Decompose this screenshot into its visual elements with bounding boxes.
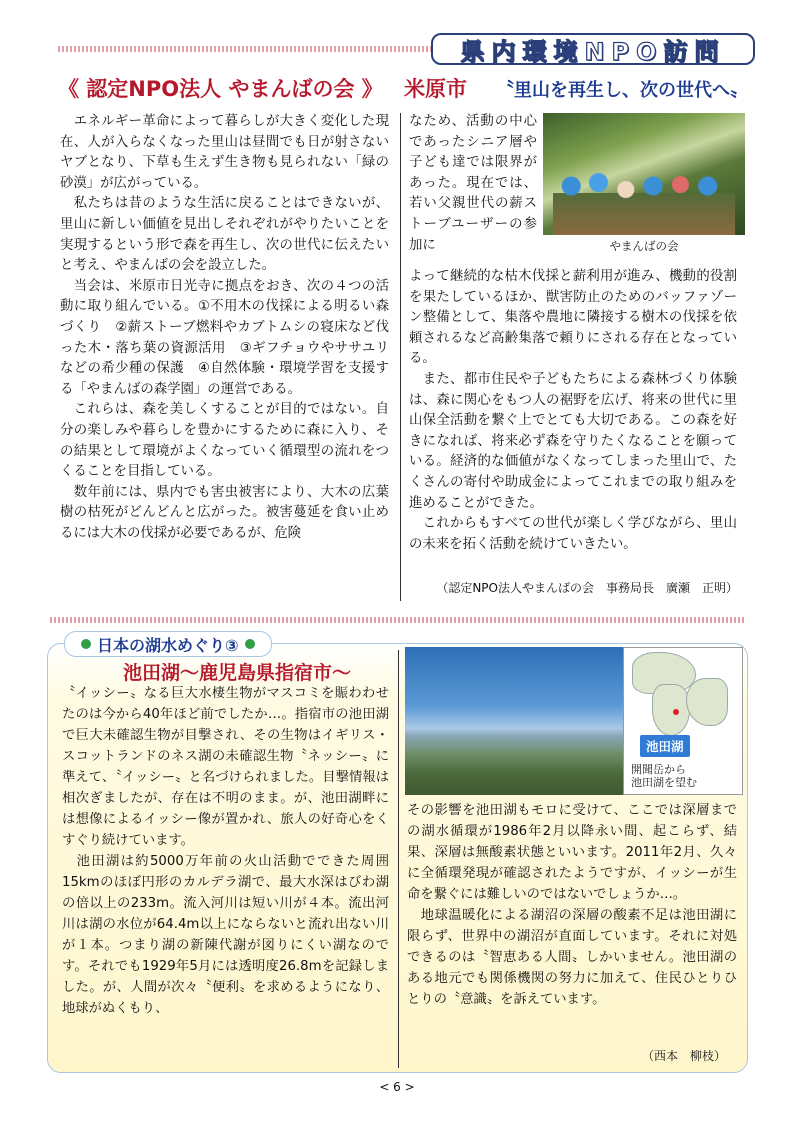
paragraph: 当会は、米原市日光寺に拠点をおき、次の４つの活動に取り組んでいる。①不用木の伐採による明るい森づくり ②薪ストーブ燃料やカブトムシの寝床など伐った木・落ち葉の資源活用 ③ギフチョウやササユリなどの希少種の保護 ④自然体験・環境学習を支援する「やまんばの森学園」の運営である。 — [60, 278, 389, 397]
people-figures — [553, 165, 735, 235]
paragraph: エネルギー革命によって暮らしが大きく変化した現在、人が入らなくなった里山は昼間でも日が射さないヤブとなり、下草も生えず生き物も見られない「緑の砂漠」が広がっている。 — [60, 114, 389, 191]
photo-caption: やまんばの会 — [609, 239, 679, 253]
header-stripe-left — [58, 46, 431, 52]
paragraph: また、都市住民や子どもたちによる森林づくり体験は、森に関心をもつ人の裾野を広げ、将来の世代に里山保全活動を繋ぐ上でとても大切である。この森を好きになれば、将来必ず森を守りたくなることを願っている。経済的な価値がなくなってしまった里山で、たくさんの寄付や助成金によってこれまでの取り組みを進めることができた。 — [409, 371, 737, 511]
paragraph: 地球温暖化による湖沼の深層の酸素不足は池田湖に限らず、世界中の湖沼が直面しています。それに対処できるのは〝智恵ある人間〟しかいません。池田湖のある地元でも関係機関の努力に加えて、住民ひとりひとりの〝意識〟を訴えています。 — [407, 908, 737, 1007]
column-divider — [400, 113, 401, 601]
article1-column-right — [409, 267, 737, 555]
article-subtitle: 〝里山を再生し、次の世代へ〟 — [496, 80, 748, 101]
bullet-dot-icon — [245, 639, 255, 649]
map-note-line: 開聞岳から — [631, 763, 686, 776]
paragraph: 数年前には、県内でも害虫被害により、大木の広葉樹の枯死がどんどんと広がった。被害蔓延を食い止めるには大木の伐採が必要であるが、危険 — [60, 484, 389, 541]
series-tab-label: 日本の湖水めぐり③ — [97, 635, 239, 655]
paragraph: その影響を池田湖もモロに受けて、ここでは深層までの湖水循環が1986年2月以降永い間、起こらず、結果、深層は無酸素状態といいます。2011年2月、久々に全循環発現が確認されたようですが、イッシーが生命を繋ぐには難しいのではないでしょうか…。 — [407, 803, 737, 902]
article1-column-left — [60, 112, 389, 544]
paragraph: 〝イッシー〟なる巨大水棲生物がマスコミを賑わわせたのは今から40年ほど前でしたか…。指宿市の池田湖で巨大未確認生物が目撃され、その生物はイギリス・スコットランドのネス湖の未確認生物〝ネッシー〟に準えて、〝イッシー〟と名づけられました。目撃情報は相次ぎましたが、存在は不明のまま。が、池田湖畔には想像によるイッシー像が置かれ、旅人の好奇心をくすぐり続けています。 — [62, 686, 390, 848]
map-land — [652, 684, 690, 736]
lake-view-photo — [405, 647, 623, 795]
map-land — [686, 678, 728, 726]
paragraph: これからもすべての世代が楽しく学びながら、里山の未来を拓く活動を続けていきたい。 — [409, 516, 737, 552]
series-tab — [64, 631, 272, 657]
bullet-dot-icon — [81, 639, 91, 649]
paragraph: 私たちは昔のような生活に戻ることはできないが、里山に新しい価値を見出しそれぞれがやりたいことを実現するという形で森を再生し、次の世代に伝えたいと考え、やまんばの会を設立した。 — [60, 196, 389, 274]
article2-author: （西本 柳枝） — [641, 1049, 726, 1063]
article-title: 《 認定NPO法人 やまんばの会 》 — [58, 77, 383, 101]
page-number: < 6 > — [379, 1080, 415, 1094]
paragraph: なため、活動の中心であったシニア層や子ども達では限界があった。現在では、若い父親世代の薪ストーブユーザーの参加に — [409, 114, 537, 253]
paragraph: これらは、森を美しくすることが目的ではない。自分の楽しみや暮らしを豊かにするために森に入り、その結果として環境がよくなっていく循環型の流れをつくることを目指している。 — [60, 402, 389, 480]
article1-column-right-top — [409, 112, 537, 256]
map-note — [631, 763, 697, 789]
yamanba-photo — [543, 113, 745, 235]
section-divider — [50, 617, 746, 623]
article2-column-left — [62, 683, 389, 1019]
article-city: 米原市 — [404, 77, 467, 101]
lake-location-dot — [673, 709, 679, 715]
page-header-title: 県内環境NPO訪問 — [460, 37, 726, 66]
map-label: 池田湖 — [640, 735, 690, 757]
map-note-line: 池田湖を望む — [631, 776, 697, 789]
lake-title: 池田湖～鹿児島県指宿市～ — [123, 662, 352, 684]
paragraph: よって継続的な枯木伐採と薪利用が進み、機動的役割を果たしているほか、獣害防止のためのバッファゾーン整備として、集落や農地に隣接する樹木の伐採を依頼されるなど高齢集落で頼りにされる存在となっている。 — [409, 269, 737, 367]
header-box — [431, 33, 755, 65]
paragraph: 池田湖は約5000万年前の火山活動でできた周囲15kmのほぼ円形のカルデラ湖で、最大水深はびわ湖の倍以上の233m。流入河川は短い川が４本。流出河川は湖の水位が64.4m以上にならないと流れ出ない川が１本。つまり湖の新陳代謝が図りにくい湖なのです。それでも1929年5月には透明度26.8mを記録しました。が、人間が次々〝便利〟を求めるようになり、地球がぬくもり、 — [62, 854, 389, 1016]
article2-column-right — [407, 800, 737, 1010]
article1-author: （認定NPO法人やまんばの会 事務局長 廣瀬 正明） — [436, 581, 738, 595]
column-divider — [398, 650, 399, 1068]
